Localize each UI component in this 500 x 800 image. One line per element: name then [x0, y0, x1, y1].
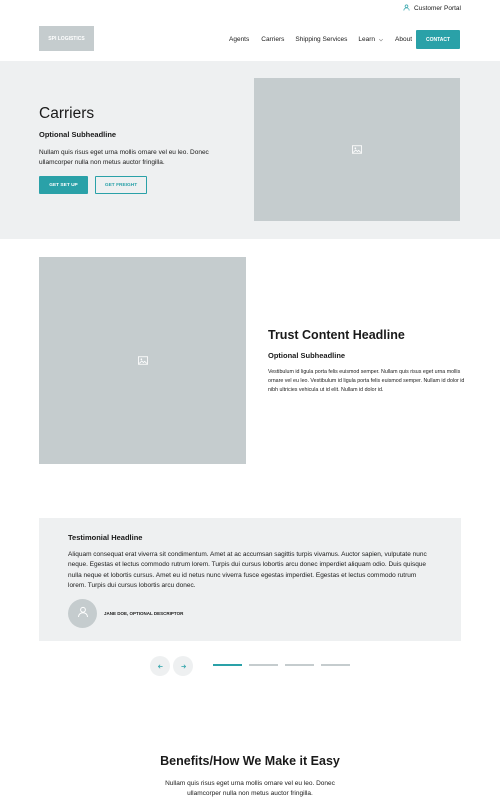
user-icon	[403, 4, 410, 13]
hero-image	[254, 78, 460, 221]
carousel-next-button[interactable]	[173, 656, 193, 676]
nav-item-agents[interactable]: Agents	[229, 36, 250, 43]
trust-title: Trust Content Headline	[268, 328, 405, 342]
arrow-left-icon	[157, 657, 164, 675]
carousel-prev-button[interactable]	[150, 656, 170, 676]
contact-button[interactable]: CONTACT	[416, 30, 460, 49]
customer-portal-link[interactable]	[403, 4, 461, 13]
carousel-dot-2[interactable]	[249, 664, 278, 666]
testimonial-title: Testimonial Headline	[68, 533, 143, 542]
main-nav	[229, 36, 412, 43]
carousel-dot-1[interactable]	[213, 664, 242, 666]
hero-subtitle: Optional Subheadline	[39, 130, 117, 139]
site-header	[0, 18, 500, 61]
hero-body: Nullam quis risus eget urna mollis ornare vel eu leo. Donec ullamcorper nulla non metus auctor fringilla.	[39, 149, 209, 166]
testimonial-author: JANE DOE, OPTIONAL DESCRIPTOR	[104, 611, 184, 616]
carousel-dot-3[interactable]	[285, 664, 314, 666]
nav-item-learn-label: Learn	[358, 36, 376, 43]
trust-body: Vestibulum id ligula porta felis euismod semper. Nullam quis risus eget urna mollis ornare vel eu leo. Vestibulum id ligula porta felis euismod semper. Nullam id dolor id nibh ultricies vehicula ut id elit. Nullam id dolor id.	[268, 369, 465, 393]
get-freight-button[interactable]: GET FREIGHT	[95, 176, 147, 194]
arrow-right-icon	[180, 657, 187, 675]
carousel-dot-4[interactable]	[321, 664, 350, 666]
nav-item-about[interactable]: About	[395, 36, 413, 43]
testimonial-card	[39, 518, 461, 641]
image-icon	[138, 352, 148, 370]
testimonial-body: Aliquam consequat erat viverra sit condimentum. Amet at ac accumsan sagittis turpis vivamus. Auctor sapien, vulputate nunc neque. Egestas et lectus commodo rutrum lorem. Turpis dui cursus lobortis arcu donec imperdiet aliquam odio. Duis quisque nulla neque et lobortis cursus. Amet eu id netus nunc viverra fusce egestas imperdiet. Egestas et lectus commodo rutrum lorem. Turpis dui cursus lobortis arcu donec.	[68, 551, 427, 589]
hero-title: Carriers	[39, 105, 95, 122]
trust-subtitle: Optional Subheadline	[268, 351, 346, 360]
utility-bar	[0, 0, 500, 18]
nav-item-learn[interactable]	[358, 36, 384, 43]
site-logo[interactable]: SPI LOGISTICS	[39, 26, 94, 51]
trust-image	[39, 257, 246, 464]
chevron-down-icon	[378, 37, 384, 43]
hero-section	[0, 61, 500, 239]
nav-item-shipping-services[interactable]: Shipping Services	[295, 36, 348, 43]
user-icon	[77, 605, 89, 623]
nav-item-carriers[interactable]: Carriers	[261, 36, 285, 43]
customer-portal-label: Customer Portal	[414, 5, 461, 12]
image-icon	[352, 141, 362, 159]
get-set-up-button[interactable]: GET SET UP	[39, 176, 88, 194]
avatar	[68, 599, 97, 628]
benefits-title: Benefits/How We Make it Easy	[160, 754, 340, 768]
benefits-body: Nullam quis risus eget urna mollis ornare vel eu leo. Donec ullamcorper nulla non metus auctor fringilla.	[165, 780, 335, 797]
